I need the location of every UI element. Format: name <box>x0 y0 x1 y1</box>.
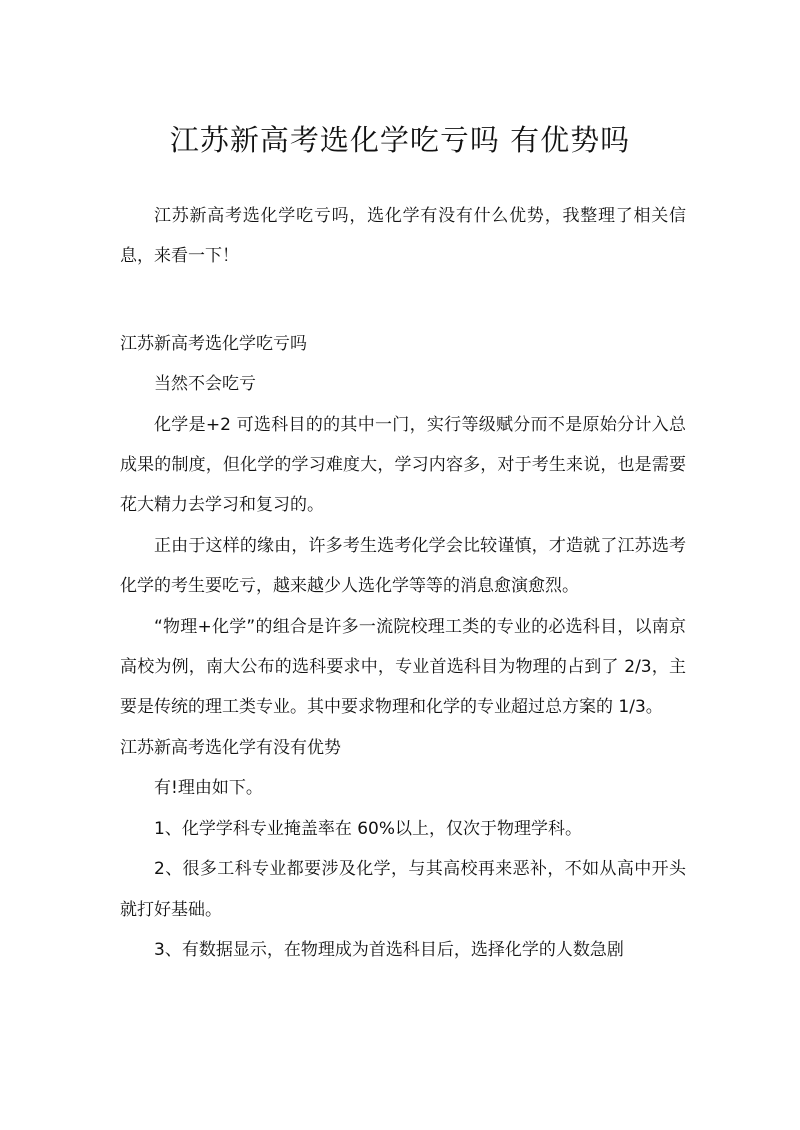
section1-answer: 当然不会吃亏 <box>154 374 256 395</box>
section2-lead: 有!理由如下。 <box>154 778 263 799</box>
section-heading-1: 江苏新高考选化学吃亏吗 <box>120 333 307 354</box>
intro-paragraph: 江苏新高考选化学吃亏吗，选化学有没有什么优势，我整理了相关信息，来看一下！ <box>120 206 686 267</box>
section2-point: 3、有数据显示，在物理成为首选科目后，选择化学的人数急剧 <box>154 939 624 960</box>
section-heading-2: 江苏新高考选化学有没有优势 <box>120 737 341 758</box>
document-body <box>120 196 686 970</box>
paragraph-gap <box>120 277 686 324</box>
section2-point: 2、很多工科专业都要涉及化学，与其高校再来恶补，不如从高中开头就打好基础。 <box>120 859 686 920</box>
page-title: 江苏新高考选化学吃亏吗 有优势吗 <box>169 123 631 157</box>
section2-point: 1、化学学科专业掩盖率在 60%以上，仅次于物理学科。 <box>154 818 583 839</box>
section1-paragraph: 化学是+2 可选科目的的其中一门，实行等级赋分而不是原始分计入总成果的制度，但化学的学习难度大，学习内容多，对于考生来说，也是需要花大精力去学习和复习的。 <box>120 414 686 516</box>
section1-paragraph: “物理+化学”的组合是许多一流院校理工类的专业的必选科目，以南京高校为例，南大公布的选科要求中，专业首选科目为物理的占到了 2/3，主要是传统的理工类专业。其中要求物理和化学的专业超过总方案的 1/3。 <box>120 616 686 718</box>
section1-paragraph: 正由于这样的缘由，许多考生选考化学会比较谨慎，才造就了江苏选考化学的考生要吃亏，越来越少人选化学等等的消息愈演愈烈。 <box>120 535 686 597</box>
